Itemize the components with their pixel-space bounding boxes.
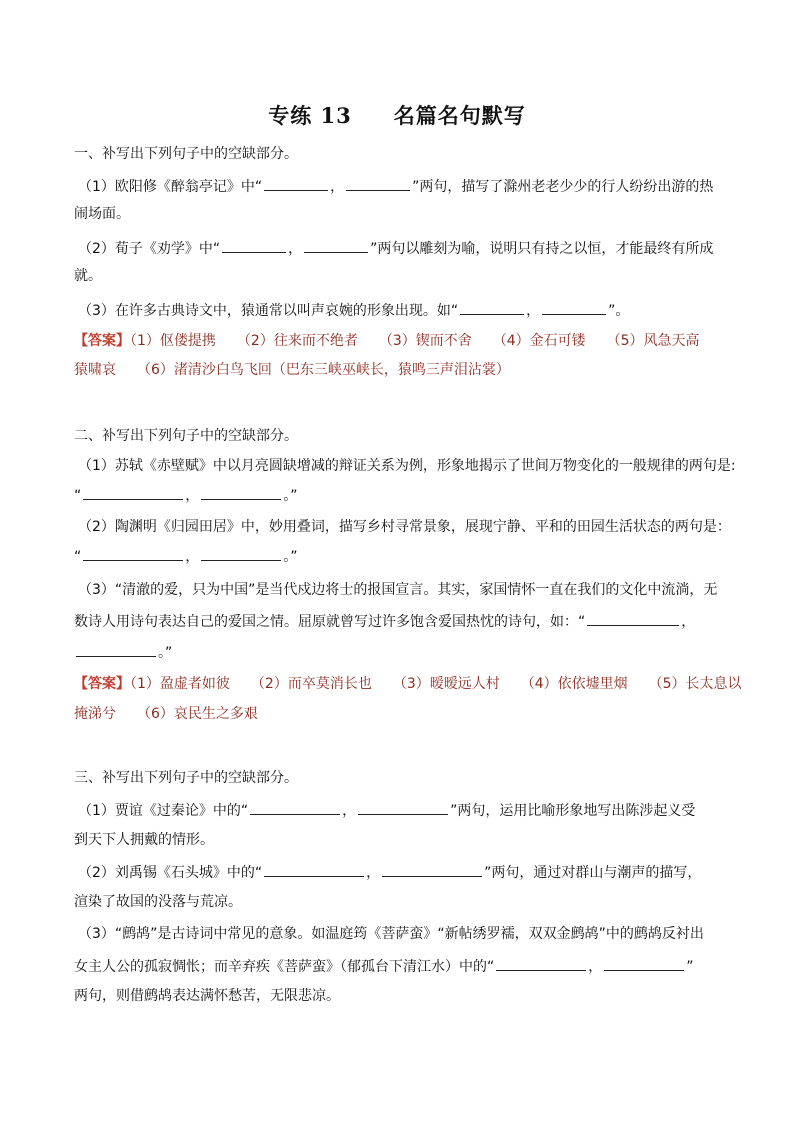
answer-blank[interactable] [250,800,340,815]
s1-q1-line2: 闹场面。 [74,206,130,222]
answer-blank[interactable] [358,800,448,815]
s1-q3-line1: （3）在许多古典诗文中，猿通常以叫声哀婉的形象出现。如“ ， ”。 [78,300,738,321]
answer-blank[interactable] [460,300,524,315]
s1-q2-line2: 就。 [74,268,102,284]
answer-blank[interactable] [201,485,281,500]
s2-q3-line3: 。” [74,642,734,663]
s2-q1-line2: “ ， 。” [74,485,734,506]
section-1-heading: 一、补写出下列句子中的空缺部分。 [74,146,298,162]
s2-answer-line1: 【答案】（1）盈虚者如彼 （2）而卒莫消长也 （3）暧暧远人村 （4）依依墟里烟 （5）长太息以 [74,676,742,692]
s3-q1-line2: 到天下人拥戴的情形。 [74,832,214,848]
s3-q3-line2: 女主人公的孤寂惆怅；而辛弃疾《菩萨蛮》（郁孤台下清江水）中的“ ， ” [74,956,734,977]
answer-blank[interactable] [83,546,183,561]
answer-blank[interactable] [83,485,183,500]
answer-blank[interactable] [604,956,684,971]
s3-q2-line1: （2）刘禹锡《石头城》中的“ ， ”两句，通过对群山与潮声的描写， [78,862,738,883]
page-title [0,100,794,130]
section-2-heading: 二、补写出下列句子中的空缺部分。 [74,428,298,444]
s2-q2-line1: （2）陶渊明《归园田居》中，妙用叠词，描写乡村寻常景象，展现宁静、平和的田园生活状态的两句是： [78,519,731,535]
s2-q2-line2: “ ， 。” [74,546,734,567]
title-number: 专练 13 [268,103,352,128]
s1-answer-line1: 【答案】（1）伛偻提携 （2）往来而不绝者 （3）锲而不舍 （4）金石可镂 （5）风急天高 [74,333,700,349]
s3-q1-line1: （1）贾谊《过秦论》中的“ ， ”两句，运用比喻形象地写出陈涉起义受 [78,800,738,821]
answer-blank[interactable] [222,238,286,253]
answer-tag: 【答案】 [74,676,130,692]
title-topic: 名篇名句默写 [393,103,526,128]
s3-q3-line1: （3）“鹧鸪”是古诗词中常见的意象。如温庭筠《菩萨蛮》“新帖绣罗襦，双双金鹧鸪”中的鹧鸪反衬出 [78,926,704,942]
s1-q1-line1: （1）欧阳修《醉翁亭记》中“ ， ”两句，描写了滁州老老少少的行人纷纷出游的热 [78,176,738,197]
answer-blank[interactable] [346,176,410,191]
s2-answer-line2: 掩涕兮 （6）哀民生之多艰 [74,706,258,722]
s2-q3-line1: （3）“清澈的爱，只为中国”是当代戍边将士的报国宣言。其实，家国情怀一直在我们的文化中流淌，无 [78,582,718,598]
s1-answer-line2: 猿啸哀 （6）渚清沙白鸟飞回（巴东三峡巫峡长，猿鸣三声泪沾裳） [74,362,510,378]
answer-blank[interactable] [264,176,328,191]
answer-blank[interactable] [587,611,679,626]
answer-tag: 【答案】 [74,333,130,349]
answer-blank[interactable] [76,642,156,657]
answer-blank[interactable] [201,546,281,561]
s3-q3-line3: 两句，则借鹧鸪表达满怀愁苦，无限悲凉。 [74,988,340,1004]
s2-q3-line2: 数诗人用诗句表达自己的爱国之情。屈原就曾写过许多饱含爱国热忱的诗句，如：“ ， [74,611,734,632]
s3-q2-line2: 渲染了故国的没落与荒凉。 [74,894,242,910]
answer-blank[interactable] [496,956,586,971]
answer-blank[interactable] [264,862,364,877]
section-3-heading: 三、补写出下列句子中的空缺部分。 [74,770,298,786]
answer-blank[interactable] [542,300,606,315]
answer-blank[interactable] [304,238,368,253]
s1-q2-line1: （2）荀子《劝学》中“ ， ”两句以雕刻为喻，说明只有持之以恒，才能最终有所成 [78,238,738,259]
s2-q1-line1: （1）苏轼《赤壁赋》中以月亮圆缺增减的辩证关系为例，形象地揭示了世间万物变化的一般规律的两句是: [78,458,736,474]
answer-blank[interactable] [382,862,482,877]
